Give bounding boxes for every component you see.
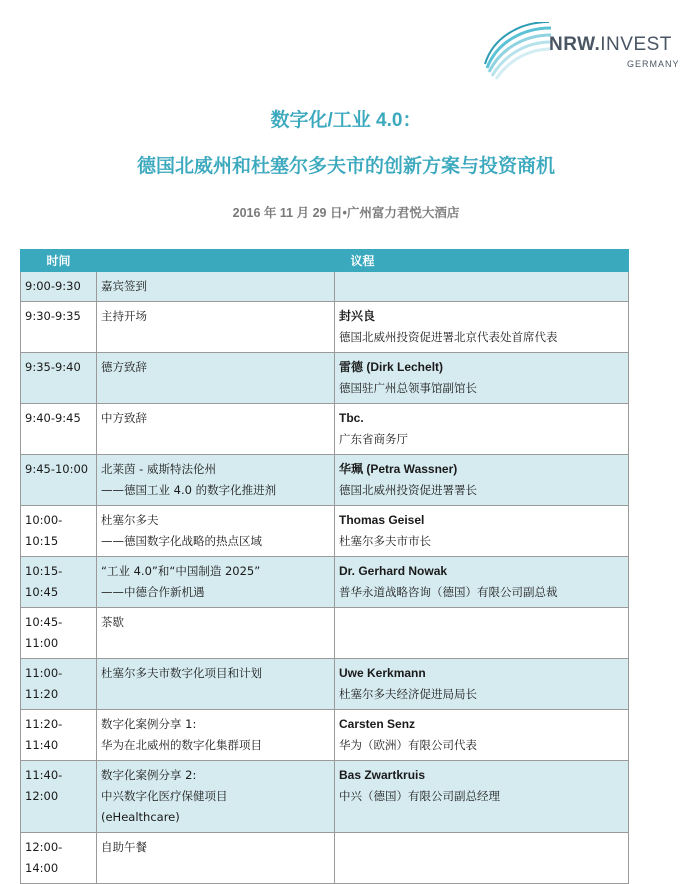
table-row bbox=[21, 302, 629, 353]
speaker-role: 杜塞尔多夫市市长 bbox=[339, 534, 431, 548]
agenda-topic-line: ——德国数字化战略的热点区域 bbox=[101, 534, 262, 548]
logo-swoosh-icon bbox=[483, 22, 553, 82]
agenda-topic bbox=[97, 353, 335, 404]
agenda-topic-line: 中方致辞 bbox=[101, 411, 147, 425]
agenda-time: 9:30-9:35 bbox=[21, 302, 97, 353]
agenda-topic-line: 中兴数字化医疗保健项目 bbox=[101, 789, 228, 803]
table-row bbox=[21, 557, 629, 608]
agenda-speaker bbox=[335, 404, 629, 455]
agenda-time: 11:00-11:20 bbox=[21, 659, 97, 710]
table-row bbox=[21, 659, 629, 710]
speaker-name: Bas Zwartkruis bbox=[339, 768, 426, 782]
agenda-time: 11:40-12:00 bbox=[21, 761, 97, 833]
agenda-topic-line: 自助午餐 bbox=[101, 840, 147, 854]
agenda-header-row bbox=[21, 250, 629, 272]
agenda-speaker bbox=[335, 710, 629, 761]
agenda-body bbox=[21, 272, 629, 884]
speaker-name: 封兴良 bbox=[339, 309, 376, 323]
agenda-speaker bbox=[335, 761, 629, 833]
speaker-name: Dr. Gerhard Nowak bbox=[339, 564, 448, 578]
agenda-topic-line: 杜塞尔多夫 bbox=[101, 513, 159, 527]
speaker-name: Uwe Kerkmann bbox=[339, 666, 426, 680]
page-title-line2: 德国北威州和杜塞尔多夫市的创新方案与投资商机 bbox=[136, 156, 555, 177]
agenda-topic bbox=[97, 710, 335, 761]
event-date-venue: 2016 年 11 月 29 日•广州富力君悦大酒店 bbox=[232, 206, 460, 220]
table-row bbox=[21, 506, 629, 557]
speaker-role: 杜塞尔多夫经济促进局局长 bbox=[339, 687, 477, 701]
agenda-time: 9:35-9:40 bbox=[21, 353, 97, 404]
agenda-topic bbox=[97, 833, 335, 884]
speaker-role: 德国驻广州总领事馆副馆长 bbox=[339, 381, 477, 395]
agenda-topic-line: “工业 4.0”和“中国制造 2025” bbox=[101, 564, 261, 578]
table-row bbox=[21, 404, 629, 455]
agenda-time: 11:20-11:40 bbox=[21, 710, 97, 761]
agenda-topic bbox=[97, 557, 335, 608]
agenda-topic-line: 北莱茵 - 威斯特法伦州 bbox=[101, 462, 216, 476]
agenda-speaker bbox=[335, 455, 629, 506]
agenda-topic-line: 数字化案例分享 2: bbox=[101, 768, 197, 782]
agenda-topic bbox=[97, 659, 335, 710]
speaker-name: Thomas Geisel bbox=[339, 513, 425, 527]
agenda-topic-line: ——德国工业 4.0 的数字化推进剂 bbox=[101, 483, 277, 497]
agenda-topic-line: 华为在北威州的数字化集群项目 bbox=[101, 738, 262, 752]
agenda-time: 10:00-10:15 bbox=[21, 506, 97, 557]
agenda-topic bbox=[97, 302, 335, 353]
table-row bbox=[21, 272, 629, 302]
agenda-speaker bbox=[335, 302, 629, 353]
logo-wordmark: NRW.INVEST bbox=[549, 34, 672, 55]
agenda-topic-line: ——中德合作新机遇 bbox=[101, 585, 205, 599]
agenda-speaker bbox=[335, 272, 629, 302]
page-title-line1: 数字化/工业 4.0： bbox=[270, 110, 422, 131]
table-row bbox=[21, 833, 629, 884]
agenda-topic bbox=[97, 506, 335, 557]
agenda-topic-line: 杜塞尔多夫市数字化项目和计划 bbox=[101, 666, 262, 680]
speaker-role: 华为（欧洲）有限公司代表 bbox=[339, 738, 477, 752]
speaker-name: Tbc. bbox=[339, 411, 364, 425]
speaker-name: Carsten Senz bbox=[339, 717, 416, 731]
agenda-time: 10:45-11:00 bbox=[21, 608, 97, 659]
agenda-speaker bbox=[335, 833, 629, 884]
column-header-agenda: 议程 bbox=[97, 250, 629, 272]
agenda-speaker bbox=[335, 353, 629, 404]
agenda-topic-line: 数字化案例分享 1: bbox=[101, 717, 197, 731]
agenda-time: 9:45-10:00 bbox=[21, 455, 97, 506]
agenda-topic-line: (eHealthcare) bbox=[101, 810, 180, 824]
table-row bbox=[21, 353, 629, 404]
agenda-topic-line: 嘉宾签到 bbox=[101, 279, 147, 293]
nrw-invest-logo bbox=[483, 22, 688, 82]
speaker-role: 中兴（德国）有限公司副总经理 bbox=[339, 789, 500, 803]
agenda-topic-line: 德方致辞 bbox=[101, 360, 147, 374]
agenda-time: 12:00-14:00 bbox=[21, 833, 97, 884]
agenda-topic bbox=[97, 272, 335, 302]
speaker-role: 普华永道战略咨询（德国）有限公司副总裁 bbox=[339, 585, 558, 599]
agenda-time: 9:00-9:30 bbox=[21, 272, 97, 302]
agenda-table bbox=[20, 249, 629, 884]
speaker-role: 德国北威州投资促进署署长 bbox=[339, 483, 477, 497]
agenda-time: 10:15-10:45 bbox=[21, 557, 97, 608]
agenda-topic bbox=[97, 455, 335, 506]
agenda-speaker bbox=[335, 506, 629, 557]
agenda-time: 9:40-9:45 bbox=[21, 404, 97, 455]
agenda-topic bbox=[97, 404, 335, 455]
logo-subtext: GERMANY bbox=[627, 59, 680, 69]
speaker-role: 德国北威州投资促进署北京代表处首席代表 bbox=[339, 330, 558, 344]
agenda-topic-line: 主持开场 bbox=[101, 309, 147, 323]
agenda-topic bbox=[97, 608, 335, 659]
table-row bbox=[21, 761, 629, 833]
table-row bbox=[21, 710, 629, 761]
column-header-time: 时间 bbox=[21, 250, 97, 272]
speaker-role: 广东省商务厅 bbox=[339, 432, 408, 446]
agenda-speaker bbox=[335, 557, 629, 608]
agenda-topic bbox=[97, 761, 335, 833]
agenda-topic-line: 茶歇 bbox=[101, 615, 124, 629]
table-row bbox=[21, 608, 629, 659]
speaker-name: 雷德 (Dirk Lechelt) bbox=[339, 360, 444, 374]
table-row bbox=[21, 455, 629, 506]
speaker-name: 华珮 (Petra Wassner) bbox=[339, 462, 458, 476]
agenda-speaker bbox=[335, 659, 629, 710]
agenda-speaker bbox=[335, 608, 629, 659]
